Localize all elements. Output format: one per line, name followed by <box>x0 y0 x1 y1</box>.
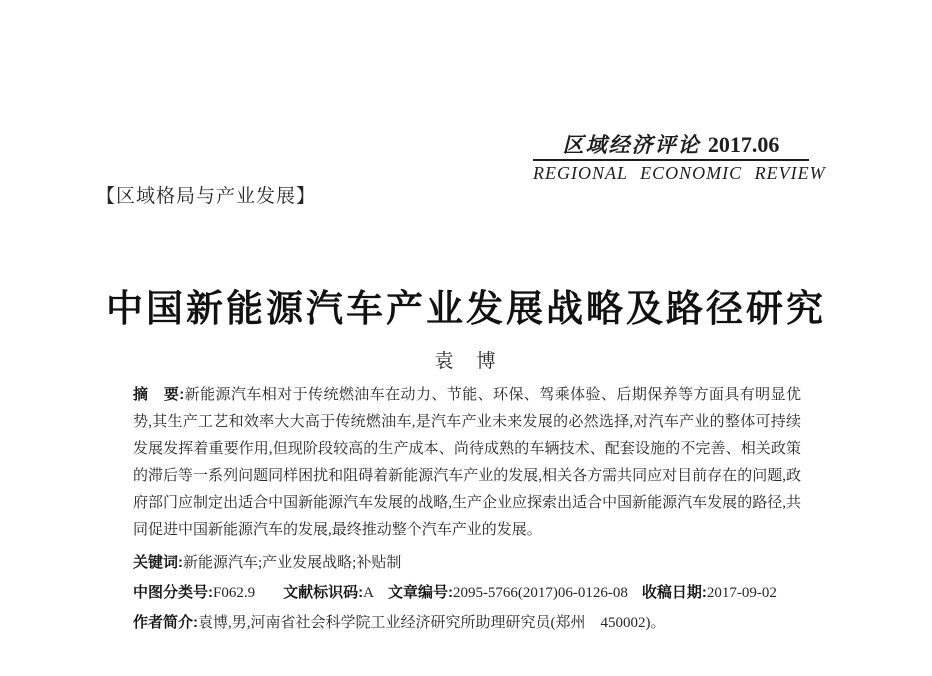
received-date-label: 收稿日期: <box>641 584 707 601</box>
journal-name-cn: 区域经济评论 <box>562 133 701 157</box>
journal-name-en: REGIONAL ECONOMIC REVIEW <box>533 163 826 183</box>
abstract-label: 摘 要: <box>133 386 185 403</box>
abstract-paragraph <box>133 381 801 544</box>
keywords-paragraph <box>133 548 801 578</box>
author-bio-label: 作者简介: <box>133 614 198 631</box>
received-date-value: 2017-09-02 <box>706 585 777 601</box>
keywords-text: 新能源汽车;产业发展战略;补贴制 <box>183 555 402 571</box>
clc-label: 中图分类号: <box>133 584 213 601</box>
clc-value: F062.9 <box>213 585 256 601</box>
author-name: 袁 博 <box>434 351 498 372</box>
front-matter <box>133 381 801 638</box>
article-no-value: 2095-5766(2017)06-0126-08 <box>452 585 628 601</box>
section-tag: 【区域格局与产业发展】 <box>96 186 317 207</box>
journal-title-line <box>533 133 809 161</box>
journal-issue: 2017.06 <box>707 132 780 157</box>
author-bio-text: 袁博,男,河南省社会科学院工业经济研究所助理研究员(郑州 450002)。 <box>198 615 666 631</box>
abstract-text: 新能源汽车相对于传统燃油车在动力、节能、环保、驾乘体验、后期保养等方面具有明显优势,其生产工艺和效率大大高于传统燃油车,是汽车产业未来发展的必然选择,对汽车产业的整体可持续发展发挥着重要作用,但现阶段较高的生产成本、尚待成熟的车辆技术、配套设施的不完善、相关政策的滞后等一系列问题同样困扰和阻碍着新能源汽车产业的发展,相关各方需共同应对目前存在的问题,政府部门应制定出适合中国新能源汽车发展的战略,生产企业应探索出适合中国新能源汽车发展的路径,共同促进中国新能源汽车的发展,最终推动整个汽车产业的发展。 <box>133 387 801 538</box>
doc-code-value: A <box>363 585 374 601</box>
author-bio-paragraph <box>133 608 801 638</box>
doc-code-label: 文献标识码: <box>283 584 364 601</box>
article-no-label: 文章编号: <box>387 584 453 601</box>
journal-header <box>533 132 826 184</box>
article-title: 中国新能源汽车产业发展战略及路径研究 <box>106 288 826 329</box>
keywords-label: 关键词: <box>133 554 183 571</box>
meta-paragraph <box>133 578 801 608</box>
